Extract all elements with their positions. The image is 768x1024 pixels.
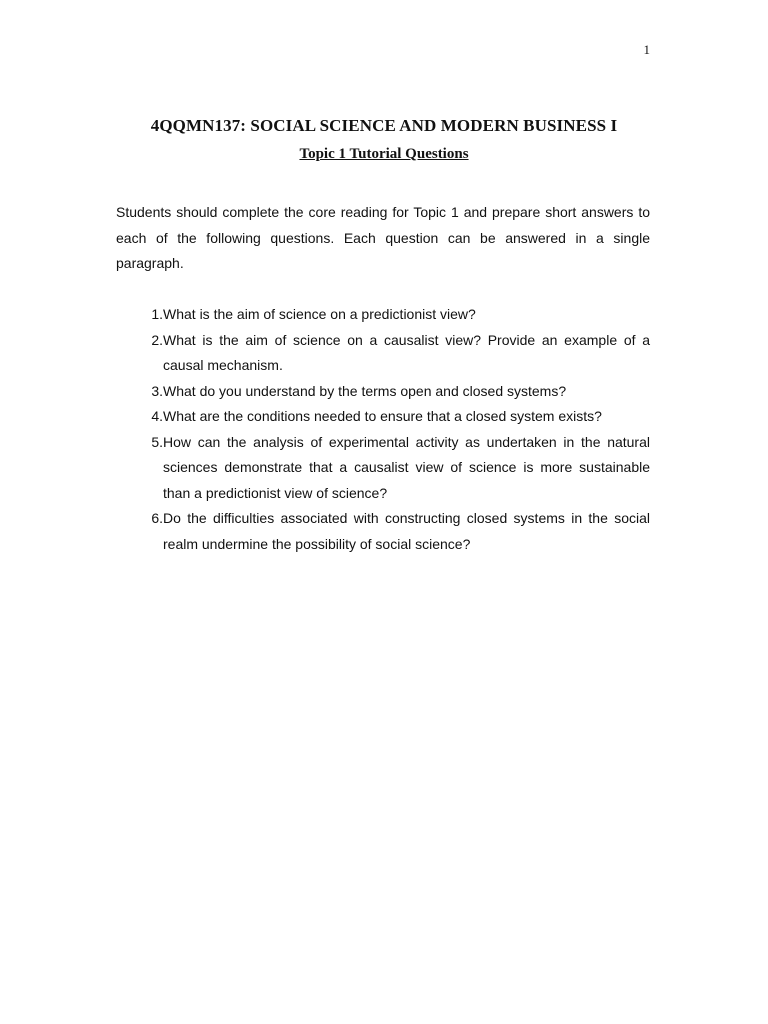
- question-text: How can the analysis of experimental activity as undertaken in the natural sciences demonstrate that a causalist view of science is more sustainable than a predictionist view of science?: [163, 433, 650, 501]
- question-number: 5.: [151, 433, 163, 450]
- question-text: Do the difficulties associated with constructing closed systems in the social realm undermine the possibility of social science?: [163, 510, 650, 552]
- question-item-3: [116, 379, 650, 405]
- question-item-4: [116, 404, 650, 430]
- question-number: 1.: [151, 306, 163, 322]
- question-item-6: [116, 506, 650, 557]
- page-number: 1: [643, 42, 650, 57]
- intro-paragraph: Students should complete the core reading for Topic 1 and prepare short answers to each of the following questions. Each question can be answered in a single paragraph.: [116, 204, 650, 271]
- question-text: What are the conditions needed to ensure that a closed system exists?: [163, 408, 602, 424]
- question-number: 3.: [151, 382, 163, 399]
- question-item-5: [116, 430, 650, 507]
- course-title: 4QQMN137: SOCIAL SCIENCE AND MODERN BUSINESS I: [150, 116, 618, 135]
- question-item-1: [116, 302, 650, 328]
- question-number: 2.: [151, 331, 163, 348]
- question-number: 4.: [151, 408, 163, 424]
- topic-title: Topic 1 Tutorial Questions: [299, 146, 469, 162]
- question-item-2: [116, 328, 650, 379]
- question-text: What is the aim of science on a predictionist view?: [163, 306, 476, 322]
- question-list: [116, 302, 650, 557]
- question-text: What do you understand by the terms open and closed systems?: [163, 382, 567, 399]
- question-text: What is the aim of science on a causalist view? Provide an example of a causal mechanism.: [163, 331, 650, 373]
- question-number: 6.: [151, 510, 163, 526]
